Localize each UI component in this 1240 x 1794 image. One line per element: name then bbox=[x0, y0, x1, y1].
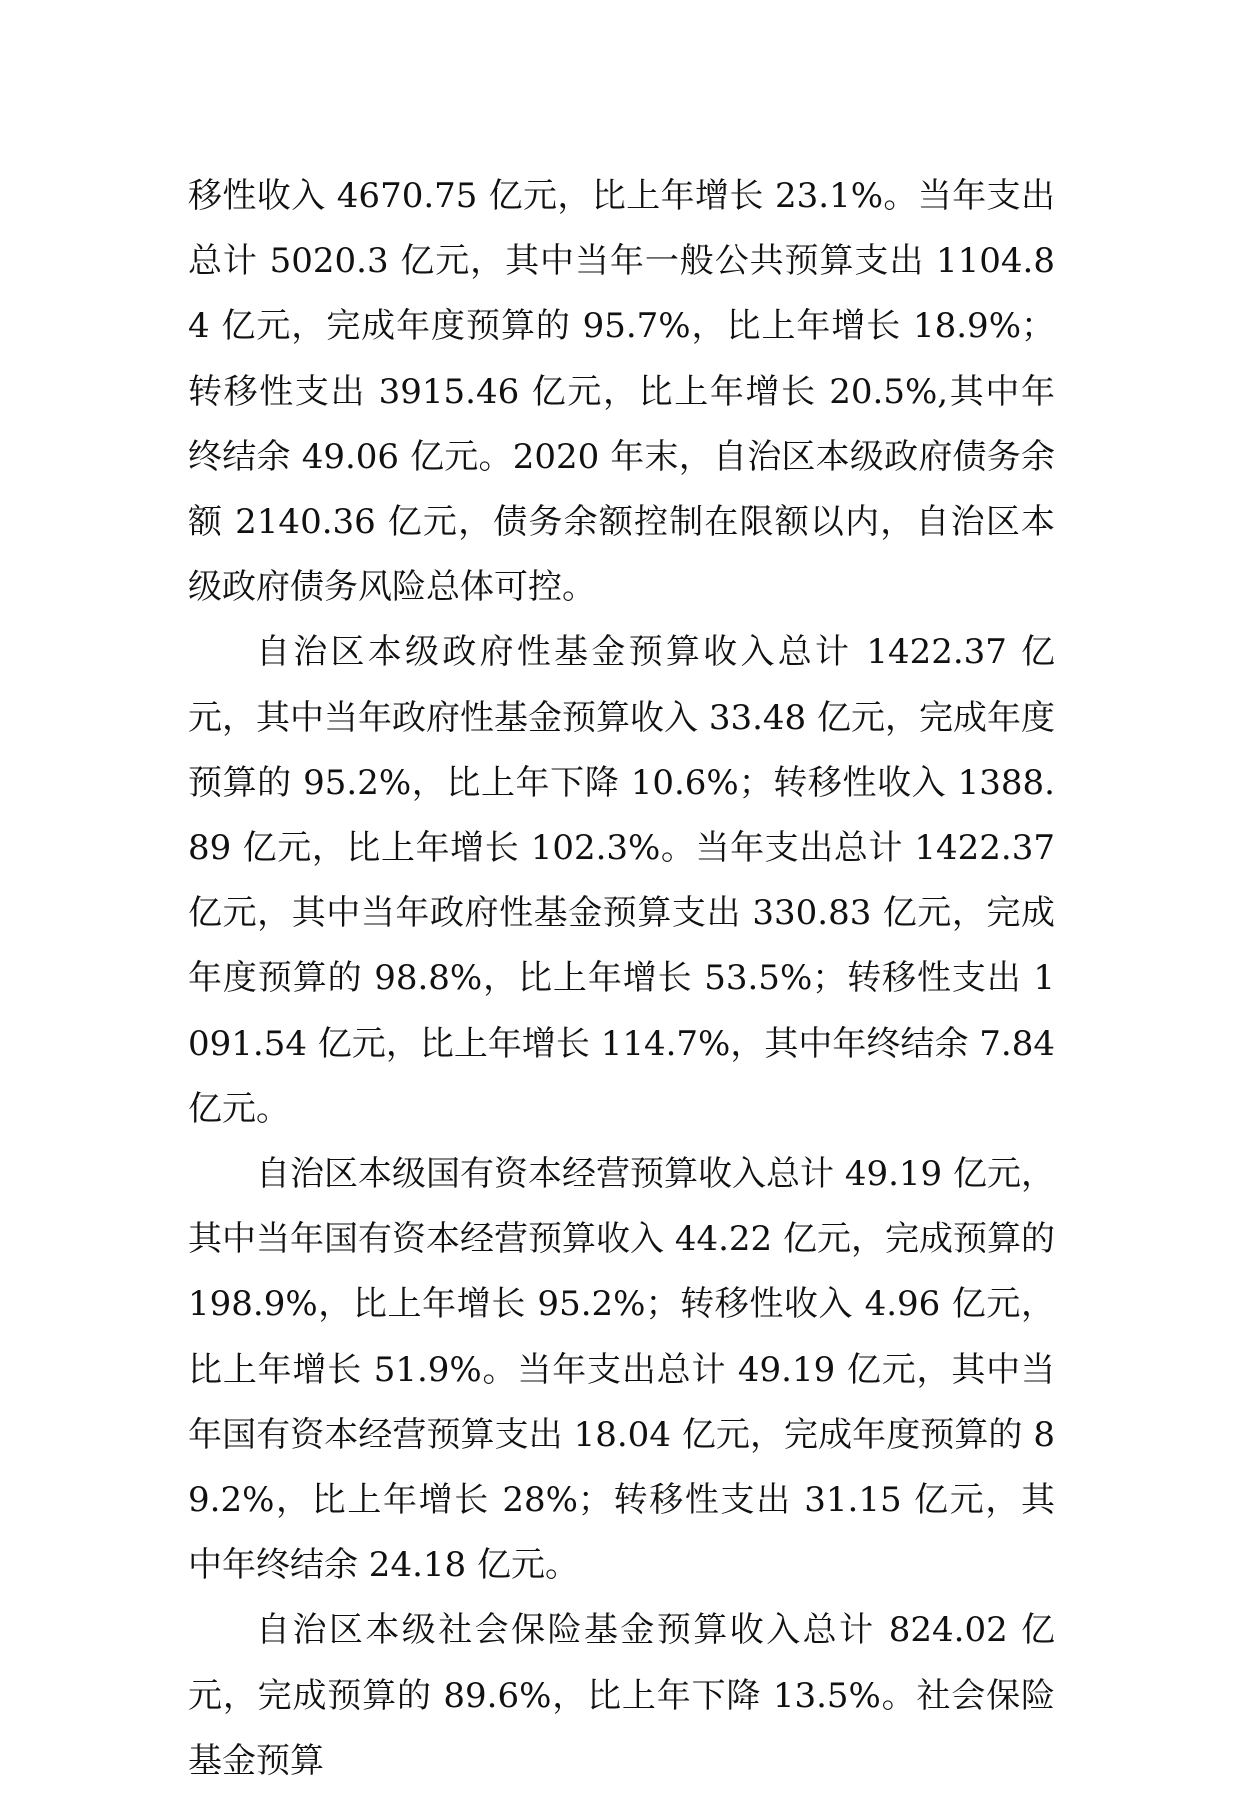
paragraph-government-fund-budget: 自治区本级政府性基金预算收入总计 1422.37 亿元，其中当年政府性基金预算收入 33.48 亿元，完成年度预算的 95.2%，比上年下降 10.6%；转移性收入 1388.89 亿元，比上年增长 102.3%。当年支出总计 1422.37 亿元，其中当年政府性基金预算支出 330.83 亿元，完成年度预算的 98.8%，比上年增长 53.5%；转移性支出 1091.54 亿元，比上年增长 114.7%，其中年终结余 7.84 亿元。 bbox=[188, 632, 1055, 1129]
paragraph-state-capital-budget: 自治区本级国有资本经营预算收入总计 49.19 亿元，其中当年国有资本经营预算收入 44.22 亿元，完成预算的 198.9%，比上年增长 95.2%；转移性收入 4.96 亿元，比上年增长 51.9%。当年支出总计 49.19 亿元，其中当年国有资本经营预算支出 18.04 亿元，完成年度预算的 89.2%，比上年增长 28%；转移性支出 31.15 亿元，其中年终结余 24.18 亿元。 bbox=[188, 1154, 1055, 1586]
document-page bbox=[188, 164, 1055, 1794]
paragraph-general-budget-continued: 移性收入 4670.75 亿元，比上年增长 23.1%。当年支出总计 5020.3 亿元，其中当年一般公共预算支出 1104.84 亿元，完成年度预算的 95.7%，比上年增长 18.9%；转移性支出 3915.46 亿元，比上年增长 20.5%,其中年终结余 49.06 亿元。2020 年末，自治区本级政府债务余额 2140.36 亿元，债务余额控制在限额以内，自治区本级政府债务风险总体可控。 bbox=[188, 176, 1055, 608]
paragraph-social-insurance-budget: 自治区本级社会保险基金预算收入总计 824.02 亿元，完成预算的 89.6%，比上年下降 13.5%。社会保险基金预算 bbox=[188, 1610, 1055, 1781]
